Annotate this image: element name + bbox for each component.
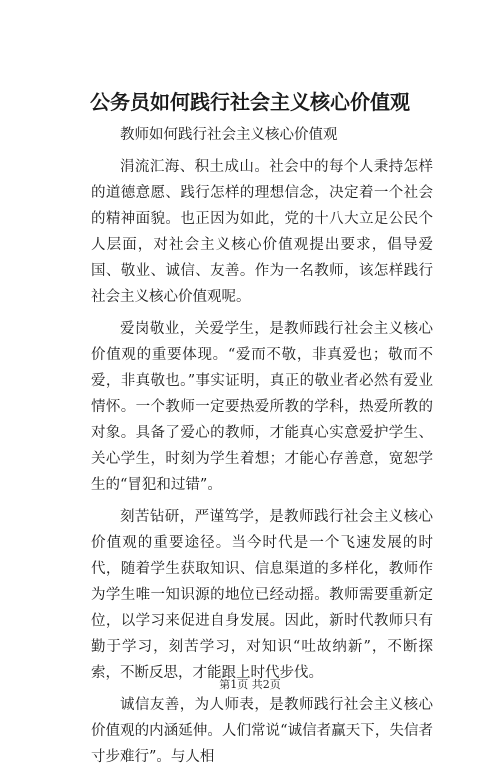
paragraph: 刻苦钻研，严谨笃学，是教师践行社会主义核心价值观的重要途径。当今时代是一个飞速发展的时代，随着学生获取知识、信息渠道的多样化，教师作为学生唯一知识源的地位已经动摇。教师需要重新定位，以学习来促进自身发展。因此，新时代教师只有勤于学习，刻苦学习，对知识“吐故纳新”，不断探索，不断反思，才能跟上时代步伐。 <box>91 509 433 681</box>
paragraph: 涓流汇海、积土成山。社会中的每个人秉持怎样的道德意愿、践行怎样的理想信念，决定着一个社会的精神面貌。也正因为如此，党的十八大立足公民个人层面，对社会主义核心价值观提出要求，倡导爱国、敬业、诚信、友善。作为一名教师，该怎样践行社会主义核心价值观呢。 <box>91 159 433 305</box>
document-title: 公务员如何践行社会主义核心价值观 <box>90 90 410 114</box>
paragraph: 诚信友善，为人师表，是教师践行社会主义核心价值观的内涵延伸。人们常说“诚信者赢天下，失信者寸步难行”。与人相 <box>91 697 433 765</box>
page-number: 第1页 共2页 <box>219 678 281 691</box>
document-subtitle: 教师如何践行社会主义核心价值观 <box>120 127 338 143</box>
paragraph: 爱岗敬业，关爱学生，是教师践行社会主义核心价值观的重要体现。“爱而不敬，非真爱也；敬而不爱，非真敬也。”事实证明，真正的敬业者必然有爱业情怀。一个教师一定要热爱所教的学科，热爱所教的对象。具备了爱心的教师，才能真心实意爱护学生、关心学生，时刻为学生着想；才能心存善意，宽恕学生的“冒犯和过错”。 <box>91 321 433 493</box>
